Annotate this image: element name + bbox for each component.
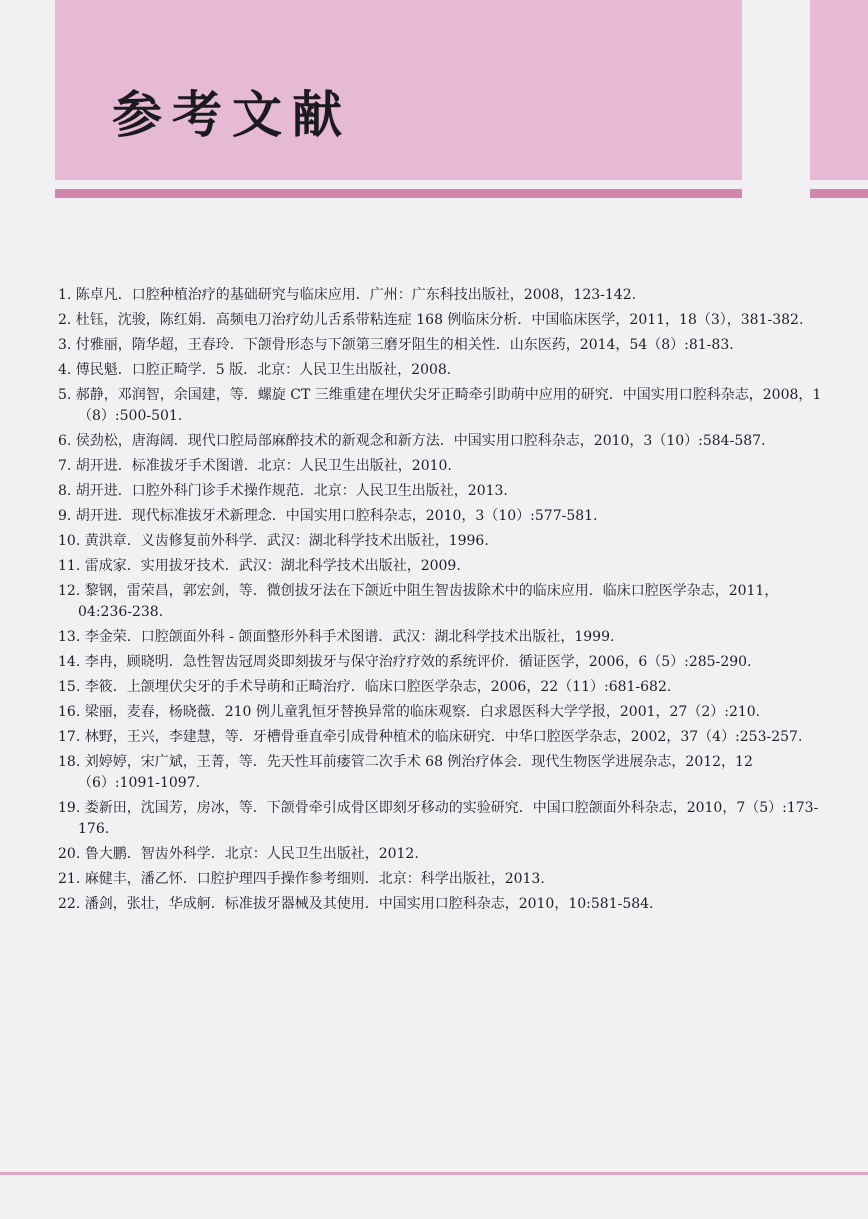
reference-item: 18. 刘婷婷，宋广斌，王菁，等．先天性耳前瘘管二次手术 68 例治疗体会．现代生物医学进展杂志，2012，12（6）:1091-1097.: [58, 754, 753, 791]
reference-item: 17. 林野，王兴，李建慧，等．牙槽骨垂直牵引成骨种植术的临床研究．中华口腔医学杂志，2002，37（4）:253-257.: [58, 729, 803, 745]
reference-item: 13. 李金荣．口腔颌面外科 - 颌面整形外科手术图谱．武汉：湖北科学技术出版社，1999.: [58, 629, 615, 645]
reference-item: 14. 李冉，顾晓明．急性智齿冠周炎即刻拔牙与保守治疗疗效的系统评价．循证医学，2006，6（5）:285-290.: [58, 654, 752, 670]
reference-item: 8. 胡开进．口腔外科门诊手术操作规范．北京：人民卫生出版社，2013.: [58, 483, 508, 499]
reference-item: 12. 黎钢，雷荣昌，郭宏剑，等．微创拔牙法在下颌近中阻生智齿拔除术中的临床应用．临床口腔医学杂志，2011，04:236-238.: [58, 583, 779, 620]
page-title: 参考文献: [112, 86, 352, 144]
reference-item: 16. 梁丽，麦春，杨晓薇．210 例儿童乳恒牙替换异常的临床观察．白求恩医科大学学报，2001，27（2）:210.: [58, 704, 761, 720]
reference-item: 7. 胡开进．标准拔牙手术图谱．北京：人民卫生出版社，2010.: [58, 458, 452, 474]
reference-item: 1. 陈卓凡．口腔种植治疗的基础研究与临床应用．广州：广东科技出版社，2008，123-142.: [58, 287, 637, 303]
reference-item: 15. 李筱．上颌埋伏尖牙的手术导萌和正畸治疗．临床口腔医学杂志，2006，22（11）:681-682.: [58, 679, 672, 695]
reference-item: 9. 胡开进．现代标准拔牙术新理念．中国实用口腔科杂志，2010，3（10）:577-581.: [58, 508, 598, 524]
header-band-right: [810, 0, 868, 180]
reference-list: [58, 285, 828, 919]
reference-item: 22. 潘剑，张壮，华成舸．标准拔牙器械及其使用．中国实用口腔科杂志，2010，10:581-584.: [58, 896, 654, 912]
title-divider-right: [810, 189, 868, 198]
reference-item: 2. 杜钰，沈骏，陈红娟．高频电刀治疗幼儿舌系带粘连症 168 例临床分析．中国临床医学，2011，18（3），381-382.: [58, 312, 804, 328]
reference-item: 6. 侯劲松，唐海阔．现代口腔局部麻醉技术的新观念和新方法．中国实用口腔科杂志，2010，3（10）:584-587.: [58, 433, 766, 449]
reference-item: 20. 鲁大鹏．智齿外科学．北京：人民卫生出版社，2012.: [58, 846, 419, 862]
reference-item: 10. 黄洪章．义齿修复前外科学．武汉：湖北科学技术出版社，1996.: [58, 533, 489, 549]
reference-item: 11. 雷成家．实用拔牙技术．武汉：湖北科学技术出版社，2009.: [58, 558, 461, 574]
reference-item: 4. 傅民魁．口腔正畸学．5 版．北京：人民卫生出版社，2008.: [58, 362, 452, 378]
footer-divider: [0, 1172, 868, 1175]
reference-item: 19. 娄新田，沈国芳，房冰，等．下颌骨牵引成骨区即刻牙移动的实验研究．中国口腔颌面外科杂志，2010，7（5）:173-176.: [58, 800, 819, 837]
reference-item: 21. 麻健丰，潘乙怀．口腔护理四手操作参考细则．北京：科学出版社，2013.: [58, 871, 545, 887]
reference-item: 5. 郝静，邓润智，余国建，等．螺旋 CT 三维重建在埋伏尖牙正畸牵引助萌中应用的研究．中国实用口腔科杂志，2008，1（8）:500-501.: [58, 387, 822, 424]
title-divider: [55, 189, 742, 198]
reference-item: 3. 付雅丽，隋华超，王春玲．下颌骨形态与下颌第三磨牙阻生的相关性．山东医药，2014，54（8）:81-83.: [58, 337, 734, 353]
